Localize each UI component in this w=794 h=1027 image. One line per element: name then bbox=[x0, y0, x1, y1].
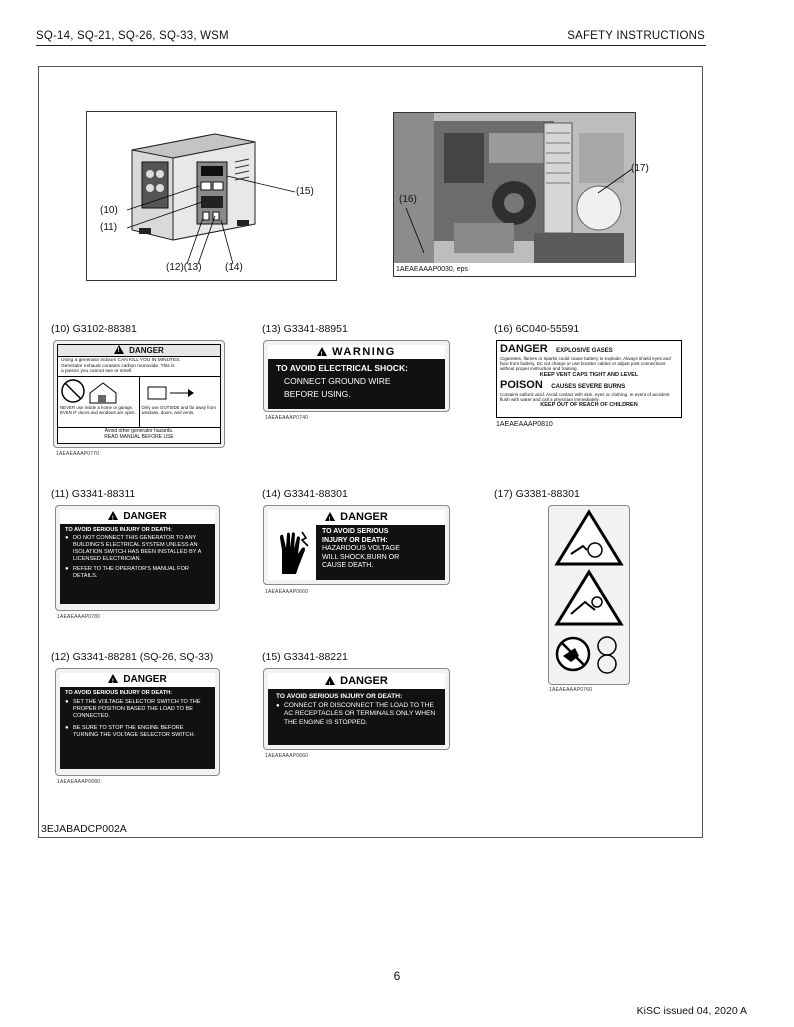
decal-10-footer2: READ MANUAL BEFORE USE bbox=[104, 433, 174, 440]
decal-15-item: ● CONNECT OR DISCONNECT THE LOAD TO THE AC RECEPTACLES OR TERMINALS ONLY WHEN THE ENGINE IS STOPPED. bbox=[276, 702, 437, 728]
photo-ref: 1AEAEAAAP0030, eps bbox=[396, 266, 468, 273]
no-indoor-use-icon bbox=[58, 377, 138, 405]
decal-14-banner: DANGER bbox=[340, 511, 388, 523]
decal-11 bbox=[55, 505, 220, 611]
decal-10-ref: 1AEAEAAAP0770 bbox=[56, 451, 100, 457]
issued-label: KiSC issued 04, 2020 A bbox=[636, 1005, 747, 1017]
decal-16-keep2: KEEP OUT OF REACH OF CHILDREN bbox=[540, 402, 638, 409]
decal-13-banner: WARNING bbox=[332, 346, 396, 358]
warning-triangle-icon bbox=[108, 674, 118, 683]
decal-13-line3: BEFORE USING. bbox=[284, 389, 351, 399]
decal-14 bbox=[263, 505, 450, 585]
electric-shock-hand-icon bbox=[272, 528, 312, 578]
decal-12-title: TO AVOID SERIOUS INJURY OR DEATH: bbox=[65, 690, 173, 696]
decal-12-item: ● SET THE VOLTAGE SELECTOR SWITCH TO THE PROPER POSITION BASED THE LOAD TO BE CONNECTED. bbox=[65, 699, 210, 720]
engine-bay-photo bbox=[393, 112, 636, 277]
decal-14-ref: 1AEAEAAAP0660 bbox=[265, 589, 309, 595]
warning-triangle-icon bbox=[325, 676, 335, 685]
decal-16-ref: 1AEAEAAAP0810 bbox=[496, 421, 553, 428]
fan-hazard-triangle-icon bbox=[557, 512, 621, 564]
callout-14: (14) bbox=[225, 262, 243, 273]
decal-16 bbox=[496, 340, 682, 418]
belt-hazard-triangle-icon bbox=[557, 572, 621, 624]
decal-16-poison-sub: CAUSES SEVERE BURNS bbox=[551, 383, 626, 390]
figure-ref: 3EJABADCP002A bbox=[41, 823, 127, 835]
decal-15-ref: 1AEAEAAAP0660 bbox=[265, 753, 309, 759]
callout-15: (15) bbox=[296, 186, 314, 197]
decal-13 bbox=[263, 340, 450, 412]
decal-10-line: Generator exhaust contains carbon monoxide. This is bbox=[61, 363, 175, 369]
decal-16-poison: POISON bbox=[500, 378, 543, 391]
decal-11-banner: DANGER bbox=[123, 511, 167, 522]
decal-13-caption: (13) G3341-88951 bbox=[262, 323, 348, 335]
decal-13-line2: CONNECT GROUND WIRE bbox=[284, 376, 391, 386]
decal-16-danger: DANGER bbox=[500, 343, 548, 355]
decal-14-line4: WILL SHOCK,BURN OR bbox=[322, 553, 400, 561]
header-rule bbox=[36, 45, 706, 46]
warning-triangle-icon bbox=[108, 511, 118, 520]
decal-14-line2: INJURY OR DEATH: bbox=[322, 536, 388, 544]
decal-10 bbox=[53, 340, 225, 448]
callout-10: (10) bbox=[100, 205, 118, 216]
decal-10-caption: (10) G3102-88381 bbox=[51, 323, 137, 335]
decal-11-item: ● REFER TO THE OPERATOR'S MANUAL FOR DETAILS. bbox=[65, 566, 210, 580]
decal-12 bbox=[55, 668, 220, 776]
page-number: 6 bbox=[393, 969, 401, 983]
decal-11-item: ● DO NOT CONNECT THIS GENERATOR TO ANY BUILDING'S ELECTRICAL SYSTEM UNLESS AN ISOLATION SWITCH HAS BEEN INSTALLED BY A LICENSED ELECTRICIAN. bbox=[65, 535, 210, 563]
header-model-list: SQ-14, SQ-21, SQ-26, SQ-33, WSM bbox=[36, 30, 229, 42]
decal-11-caption: (11) G3341-88311 bbox=[51, 488, 136, 500]
decal-10-footer1: Avoid other generator hazards. bbox=[104, 427, 174, 434]
callout-16: (16) bbox=[399, 194, 417, 205]
callout-12-13: (12)(13) bbox=[166, 262, 202, 273]
header-section-title: SAFETY INSTRUCTIONS bbox=[567, 30, 705, 42]
decal-12-item: ● BE SURE TO STOP THE ENGINE BEFORE TURNING THE VOLTAGE SELECTOR SWITCH. bbox=[65, 725, 210, 739]
engine-bay-drawing bbox=[394, 113, 636, 277]
decal-14-line5: CAUSE DEATH. bbox=[322, 562, 374, 570]
decal-16-keep1: KEEP VENT CAPS TIGHT AND LEVEL bbox=[539, 371, 639, 378]
decal-15 bbox=[263, 668, 450, 750]
warning-triangle-icon bbox=[325, 512, 335, 521]
decal-16-danger-text: Cigarettes, flames or sparks could cause battery to explode. Always shield eyes and face from battery. Do not charge or use booster cables or adjust post connections without proper instruction and training. bbox=[500, 356, 671, 372]
decal-12-caption: (12) G3341-88281 (SQ-26, SQ-33) bbox=[51, 651, 214, 663]
decal-15-banner: DANGER bbox=[340, 675, 388, 687]
decal-13-ref: 1AEAEAAAP0740 bbox=[265, 415, 309, 421]
decal-12-banner: DANGER bbox=[123, 674, 167, 685]
decal-10-left-text: NEVER use inside a home or garage, EVEN IF doors and windows are open. bbox=[60, 404, 136, 415]
decal-17-pictograms bbox=[549, 506, 629, 684]
decal-11-title: TO AVOID SERIOUS INJURY OR DEATH: bbox=[65, 527, 173, 533]
warning-triangle-icon bbox=[317, 347, 327, 356]
outdoor-use-icon bbox=[140, 377, 220, 405]
decal-14-caption: (14) G3341-88301 bbox=[262, 488, 348, 500]
decal-16-danger-sub: EXPLOSIVE GASES bbox=[556, 348, 613, 354]
decal-10-line: a poison you cannot see or smell. bbox=[61, 369, 133, 374]
warning-triangle-icon bbox=[114, 345, 124, 354]
decal-15-title: TO AVOID SERIOUS INJURY OR DEATH: bbox=[276, 693, 403, 700]
decal-10-banner: DANGER bbox=[129, 346, 164, 355]
decal-16-poison-text: Contains sulfuric acid. Avoid contact with skin, eyes or clothing. In event of accident flush with water and call a physician immediately. bbox=[500, 391, 670, 402]
decal-17 bbox=[548, 505, 630, 685]
decal-14-line3: HAZARDOUS VOLTAGE bbox=[322, 545, 400, 553]
callout-17: (17) bbox=[631, 163, 649, 174]
decal-17-caption: (17) G3381-88301 bbox=[494, 488, 580, 500]
decal-14-line1: TO AVOID SERIOUS bbox=[322, 528, 389, 535]
callout-11: (11) bbox=[100, 222, 118, 233]
decal-10-right-text: Only use OUTSIDE and far away from windows, doors, and vents. bbox=[141, 404, 216, 415]
decal-13-line1: TO AVOID ELECTRICAL SHOCK: bbox=[276, 363, 408, 373]
decal-12-ref: 1AEAEAAAP0680 bbox=[57, 779, 101, 785]
decal-11-ref: 1AEAEAAAP0780 bbox=[57, 614, 101, 620]
decal-15-caption: (15) G3341-88221 bbox=[262, 651, 348, 663]
decal-10-line: Using a generator indoors CAN KILL YOU IN MINUTES. bbox=[61, 358, 181, 363]
decal-17-ref: 1AEAEAAAP0760 bbox=[549, 687, 593, 693]
decal-16-caption: (16) 6C040-55591 bbox=[494, 323, 580, 335]
